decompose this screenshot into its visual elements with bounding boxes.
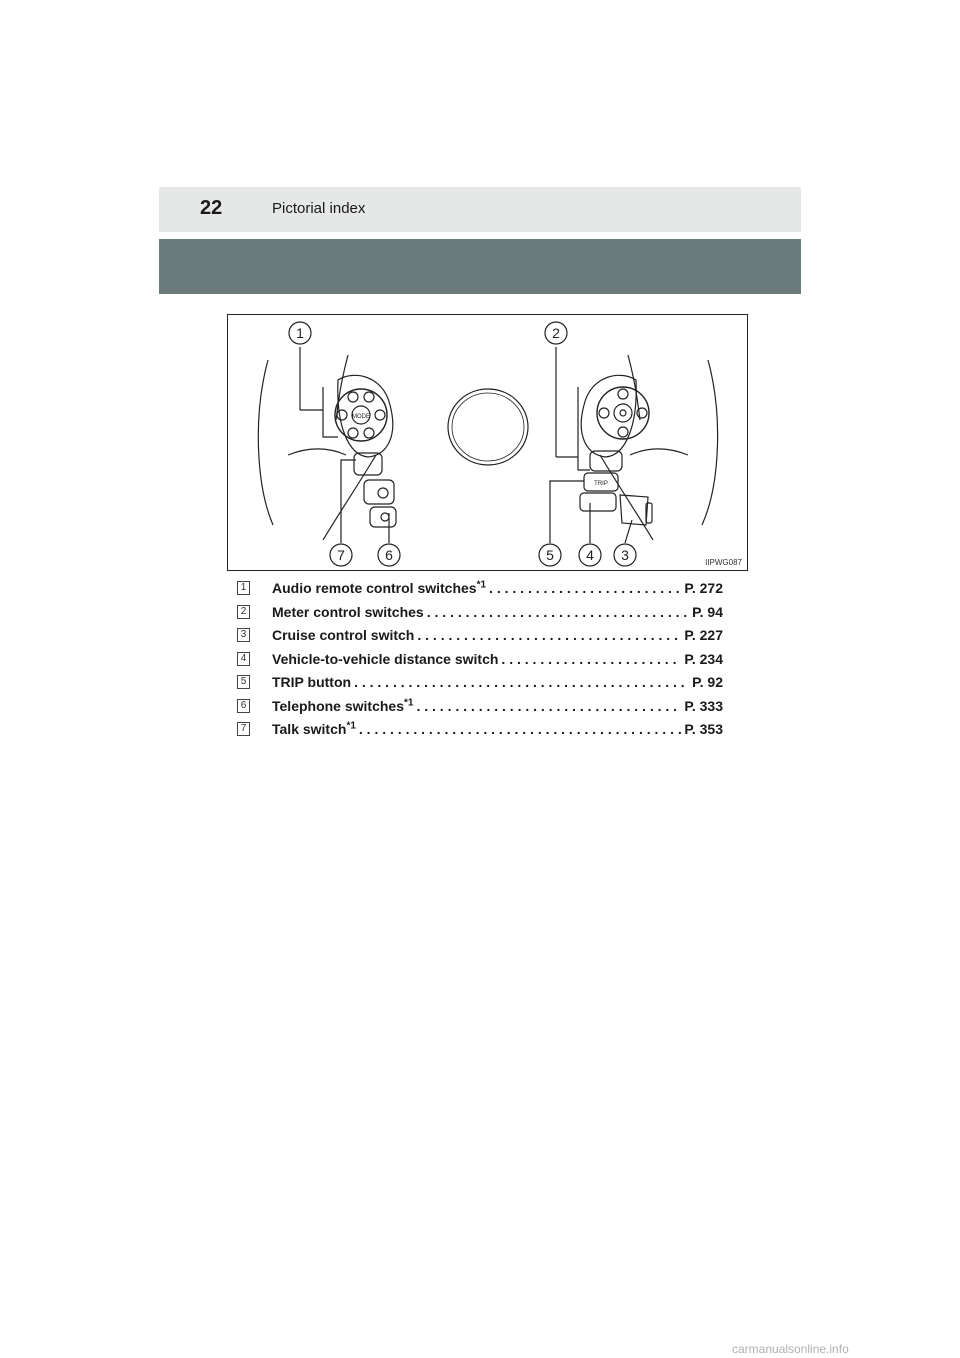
callout-3: 3 xyxy=(621,547,629,563)
legend-number: 6 xyxy=(237,699,250,713)
steering-wheel-illustration xyxy=(228,315,747,570)
legend-label: Vehicle-to-vehicle distance switch xyxy=(272,650,499,667)
leader-dots xyxy=(417,627,681,644)
page-number: 22 xyxy=(200,197,223,219)
page-reference[interactable]: P. 234 xyxy=(684,650,723,667)
page-reference[interactable]: P. 333 xyxy=(684,697,723,714)
page-header xyxy=(159,187,801,232)
legend-number: 2 xyxy=(237,605,250,619)
legend-number: 1 xyxy=(237,581,250,595)
legend-item xyxy=(237,580,723,604)
legend-item xyxy=(237,651,723,675)
page-reference[interactable]: P. 92 xyxy=(692,674,723,690)
legend-number: 5 xyxy=(237,675,250,689)
legend-label: Cruise control switch xyxy=(272,627,415,643)
footnote-marker: *1 xyxy=(476,580,487,591)
footnote-marker: *1 xyxy=(346,721,356,732)
leader-dots xyxy=(501,651,681,668)
legend-list xyxy=(237,580,723,745)
legend-label: Talk switch xyxy=(272,721,347,737)
legend-item xyxy=(237,627,723,651)
legend-label: Audio remote control switches xyxy=(272,580,477,596)
callout-1: 1 xyxy=(296,325,304,341)
callout-4: 4 xyxy=(586,547,594,563)
legend-item xyxy=(237,698,723,722)
watermark: carmanualsonline.info xyxy=(732,1342,849,1356)
section-banner xyxy=(159,239,801,294)
footnote-marker: *1 xyxy=(404,697,414,708)
leader-dots xyxy=(354,674,689,691)
section-title: Pictorial index xyxy=(272,200,366,217)
legend-label: Meter control switches xyxy=(272,603,424,620)
legend-number: 3 xyxy=(237,628,250,642)
legend-label: TRIP button xyxy=(272,674,352,690)
callout-7: 7 xyxy=(337,547,345,563)
page-reference[interactable]: P. 94 xyxy=(692,603,723,620)
mode-label: MODE xyxy=(352,414,370,420)
callout-2: 2 xyxy=(552,325,560,341)
page-reference[interactable]: P. 227 xyxy=(684,627,723,643)
page-reference[interactable]: P. 353 xyxy=(684,721,723,737)
callout-6: 6 xyxy=(385,547,393,563)
legend-item xyxy=(237,721,723,745)
legend-item xyxy=(237,674,723,698)
legend-item xyxy=(237,604,723,628)
leader-dots xyxy=(359,721,681,738)
page-reference[interactable]: P. 272 xyxy=(684,580,723,596)
leader-dots xyxy=(489,580,681,597)
legend-label: Telephone switches xyxy=(272,697,404,714)
trip-label: TRIP xyxy=(594,481,608,487)
legend-number: 7 xyxy=(237,722,250,736)
leader-dots xyxy=(427,604,689,621)
figure-code: IIPWG087 xyxy=(705,558,742,567)
callout-5: 5 xyxy=(546,547,554,563)
legend-number: 4 xyxy=(237,652,250,666)
leader-dots xyxy=(416,698,681,715)
steering-wheel-figure xyxy=(227,314,748,571)
